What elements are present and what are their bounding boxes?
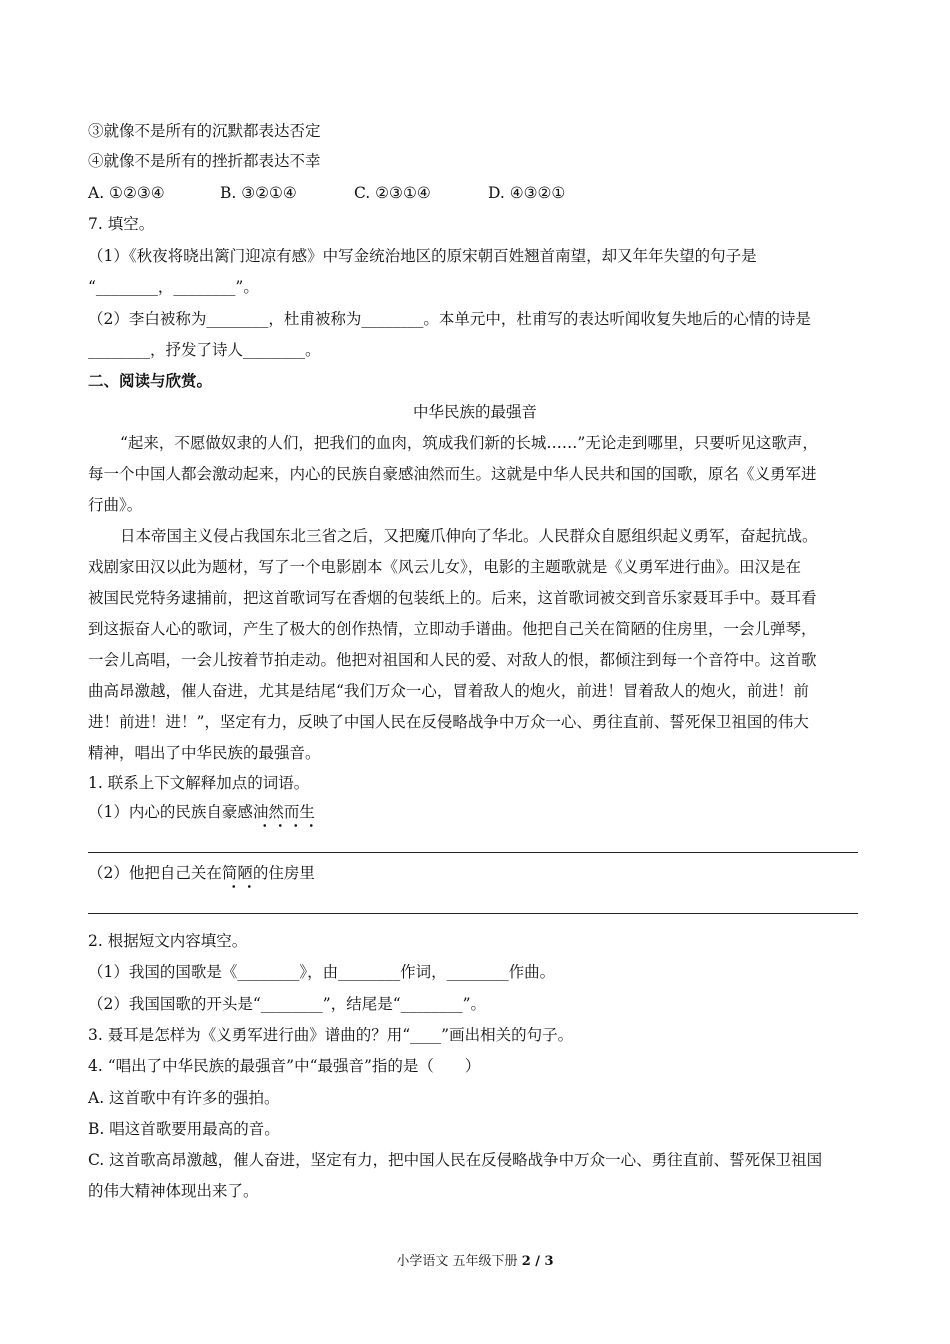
choice-d: D. ④③②① [488,184,566,202]
question-7-2b: ________，抒发了诗人________。 [88,341,321,359]
rq1-2-suffix: 的住房里 [252,864,315,882]
reading-question-2: 2. 根据短文内容填空。 [88,932,248,950]
choice-c: C. ②③①④ [354,184,431,202]
option-line-4: ④就像不是所有的挫折都表达不幸 [88,152,321,170]
question-7-1b: “________，________”。 [88,278,259,296]
reading-question-2-2: （2）我国国歌的开头是“________”，结尾是“________”。 [88,995,487,1013]
choice-a: A. ①②③④ [88,184,165,202]
option-line-3: ③就像不是所有的沉默都表达否定 [88,122,321,140]
footer-page-number: 2 / 3 [521,1254,554,1269]
section-2-heading: 二、阅读与欣赏。 [88,371,213,390]
footer-subject: 小学语文 五年级下册 [396,1254,518,1269]
question-7-1a: （1）《秋夜将晓出篱门迎凉有感》中写金统治地区的原宋朝百姓翘首南望，却又年年失望的句子是 [88,247,757,265]
passage-p2-line4: 到这振奋人心的歌词，产生了极大的创作热情，立即动手谱曲。他把自己关在简陋的住房里，一会儿弹琴， [88,620,817,638]
passage-p2-line3: 被国民党特务逮捕前，把这首歌词写在香烟的包装纸上的。后来，这首歌词被交到音乐家聂耳手中。聂耳看 [88,589,817,607]
choice-options [88,183,565,203]
reading-question-1: 1. 联系上下文解释加点的词语。 [88,774,310,792]
dotted-word-jianlou: 简陋 [221,864,253,882]
reading-question-1-1 [88,802,315,822]
choice-4b: B. 唱这首歌要用最高的音。 [88,1120,280,1138]
reading-question-4: 4. “唱出了中华民族的最强音”中“最强音”指的是（ ） [88,1057,481,1075]
question-7-2a: （2）李白被称为________，杜甫被称为________。本单元中，杜甫写的表达听闻收复失地后的心情的诗是 [88,310,811,328]
passage-p2-line8: 精神，唱出了中华民族的最强音。 [88,744,321,762]
answer-line-2[interactable] [88,913,858,914]
passage-p1-line1: “起来，不愿做奴隶的人们，把我们的血肉，筑成我们新的长城……”无论走到哪里，只要听见这歌声， [120,434,818,452]
passage-p2-line2: 戏剧家田汉以此为题材，写了一个电影剧本《风云儿女》，电影的主题歌就是《义勇军进行曲》。田汉是在 [88,558,802,576]
reading-question-2-1: （1）我国的国歌是《________》，由________作词，________作曲。 [88,963,556,981]
passage-title: 中华民族的最强音 [412,403,537,421]
rq1-1-prefix: （1）内心的民族自豪感 [88,803,253,821]
passage-p2-line1: 日本帝国主义侵占我国东北三省之后，又把魔爪伸向了华北。人民群众自愿组织起义勇军，奋起抗战。 [120,527,818,545]
page-footer [0,1250,950,1269]
choice-4c-line1: C. 这首歌高昂激越，催人奋进，坚定有力，把中国人民在反侵略战争中万众一心、勇往直前、誓死保卫祖国 [88,1151,823,1169]
answer-line-1[interactable] [88,852,858,853]
passage-p2-line6: 曲高昂激越，催人奋进，尤其是结尾“我们万众一心，冒着敌人的炮火，前进！冒着敌人的炮火，前进！前 [88,682,809,700]
choice-b: B. ③②①④ [220,184,297,202]
choice-4c-line2: 的伟大精神体现出来了。 [88,1182,259,1200]
rq1-2-prefix: （2）他把自己关在 [88,864,222,882]
dotted-word-youranersheng: 油然而生 [252,803,315,821]
passage-p1-line3: 行曲》。 [88,496,143,514]
reading-question-1-2 [88,863,315,883]
passage-p2-line5: 一会儿高唱，一会儿按着节拍走动。他把对祖国和人民的爱、对敌人的恨，都倾注到每一个音符中。这首歌 [88,651,817,669]
passage-p2-line7: 进！前进！进！”，坚定有力，反映了中国人民在反侵略战争中万众一心、勇往直前、誓死保卫祖国的伟大 [88,713,809,731]
question-7: 7. 填空。 [88,215,155,233]
choice-4a: A. 这首歌中有许多的强拍。 [88,1089,280,1107]
passage-p1-line2: 每一个中国人都会激动起来，内心的民族自豪感油然而生。这就是中华人民共和国的国歌，原名《义勇军进 [88,465,817,483]
reading-question-3: 3. 聂耳是怎样为《义勇军进行曲》谱曲的？用“____”画出相关的句子。 [88,1026,574,1044]
